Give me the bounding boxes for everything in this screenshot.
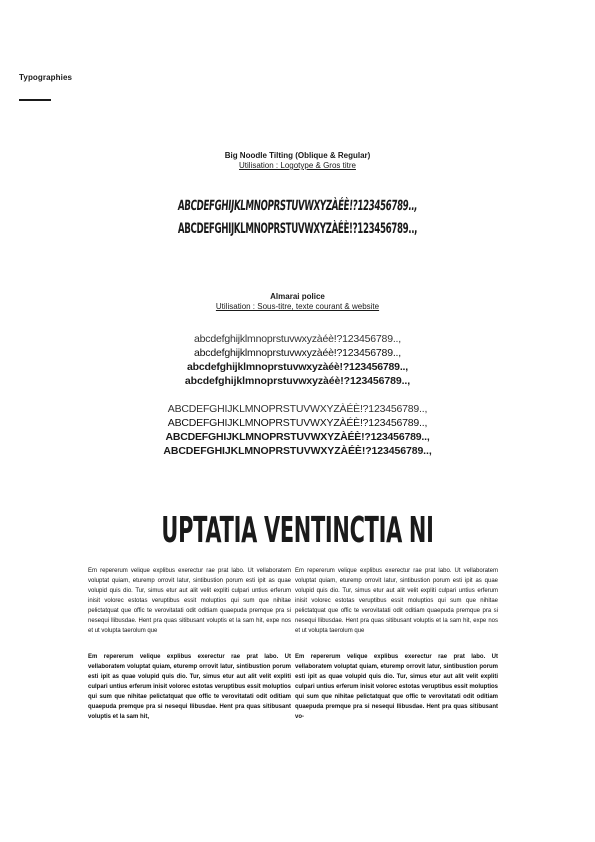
font1-title: Big Noodle Tilting (Oblique & Regular) bbox=[224, 151, 371, 160]
font1-usage: Utilisation : Logotype & Gros titre bbox=[239, 161, 356, 170]
font2-lowercase-bold: abcdefghijklmnoprstuvwxyzàéè!?123456789.., bbox=[187, 361, 408, 373]
font2-usage: Utilisation : Sous-titre, texte courant & website bbox=[215, 302, 380, 311]
example-paragraph-regular-right: Em repererum velique explibus exerectur rae prat labo. Ut vellaboratem voluptat quiam, eturemp orrovit latur, sintibustion porum esti ipit as quae volupid quis dio. Tur, simus etur aut alit velit expliti culpari untius erferum inisit volorec estotas veruptibus essit moluptios qui sum que nihitae pelictatquat que offic te verovitatati odit oditiam quaepuda premque pra si nesequi llibusdae. Hent pra quas sitibusant voluptis et la sam hit, expe nos et ut volupta taerolum que bbox=[295, 568, 498, 634]
font2-lowercase-regular: abcdefghijklmnoprstuvwxyzàéè!?123456789.., bbox=[194, 347, 401, 359]
font2-uppercase-bold: ABCDEFGHIJKLMNOPRSTUVWXYZÀÉÈ!?123456789.., bbox=[165, 431, 430, 443]
example-paragraph-regular-left: Em repererum velique explibus exerectur rae prat labo. Ut vellaboratem voluptat quiam, eturemp orrovit latur, sintibustion porum esti ipit as quae volupid quis dio. Tur, simus etur aut alit velit expliti culpari untius erferum inisit volorec estotas veruptibus essit moluptios qui sum que nihitae pelictatquat que offic te verovitatati odit oditiam quaepuda premque pra si nesequi llibusdae. Hent pra quas sitibusant voluptis et la sam hit, expe nos et ut volupta taerolum que bbox=[88, 568, 291, 634]
font2-uppercase-extrabold: ABCDEFGHIJKLMNOPRSTUVWXYZÀÉÈ!?123456789.., bbox=[163, 445, 432, 457]
font2-uppercase-regular: ABCDEFGHIJKLMNOPRSTUVWXYZÀÉÈ!?123456789.., bbox=[167, 417, 428, 429]
font2-lowercase-light: abcdefghijklmnoprstuvwxyzàéè!?123456789.., bbox=[194, 333, 401, 345]
font2-uppercase-light: ABCDEFGHIJKLMNOPRSTUVWXYZÀÉÈ!?123456789.., bbox=[167, 403, 428, 415]
font2-title: Almarai police bbox=[270, 292, 325, 301]
font1-specimen-oblique: ABCDEFGHIJKLMNOPRSTUVWXYZÀÉÈ!?123456789.., bbox=[177, 198, 418, 214]
page-heading: Typographies bbox=[19, 73, 73, 82]
heading-underline bbox=[19, 99, 51, 101]
font2-lowercase-extrabold: abcdefghijklmnoprstuvwxyzàéè!?123456789.., bbox=[184, 375, 411, 387]
example-paragraph-bold-right: Em repererum velique explibus exerectur rae prat labo. Ut vellaboratem voluptat quiam, eturemp orrovit latur, sintibustion porum esti ipit as quae volupid quis dio. Tur, simus etur aut alit velit expliti culpari untius erferum inisit volorec estotas veruptibus essit moluptios qui sum que nihitae pelictatquat que offic te verovitatati odit oditiam quaepuda premque pra si nesequi llibusdae. Hent pra quas sitibusant vo- bbox=[295, 654, 498, 720]
font1-specimen-regular: ABCDEFGHIJKLMNOPRSTUVWXYZÀÉÈ!?123456789.., bbox=[177, 221, 418, 237]
example-paragraph-bold-left: Em repererum velique explibus exerectur rae prat labo. Ut vellaboratem voluptat quiam, eturemp orrovit latur, sintibustion porum esti ipit as quae volupid quis dio. Tur, simus etur aut alit velit expliti culpari untius erferum inisit volorec estotas veruptibus essit moluptios qui sum que nihitae pelictatquat que offic te verovitatati odit oditiam quaepuda premque pra si nesequi llibusdae. Hent pra quas sitibusant voluptis et la sam hit, bbox=[88, 654, 291, 720]
example-headline: UPTATIA VENTINCTIA NI bbox=[161, 510, 434, 551]
